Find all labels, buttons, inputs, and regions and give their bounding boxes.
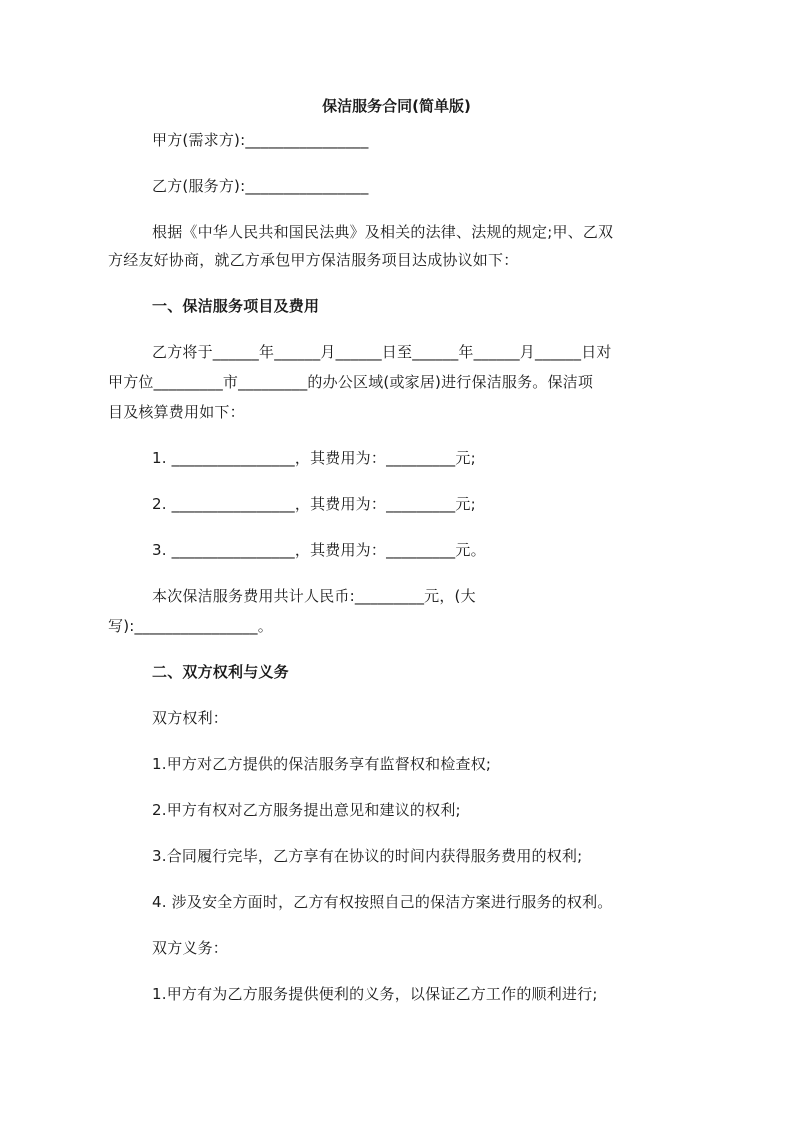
section1-para-line-1: 乙方将于______年______月______日至______年______月______日对 xyxy=(152,343,612,361)
section1-para-line-2: 甲方位_________市_________的办公区域(或家居)进行保洁服务。保洁项 xyxy=(108,373,594,391)
section2-heading: 二、双方权利与义务 xyxy=(152,663,289,681)
document-title: 保洁服务合同(简单版) xyxy=(322,97,471,115)
intro-line-1: 根据《中华人民共和国民法典》及相关的法律、法规的规定;甲、乙双 xyxy=(152,223,614,241)
fee-item-2: 2. ________________，其费用为：_________元; xyxy=(152,495,476,513)
section1-para-line-3: 目及核算费用如下： xyxy=(108,403,245,421)
right-item-1: 1.甲方对乙方提供的保洁服务享有监督权和检查权; xyxy=(152,755,492,773)
right-item-4: 4. 涉及安全方面时，乙方有权按照自己的保洁方案进行服务的权利。 xyxy=(152,893,613,911)
right-item-3: 3.合同履行完毕，乙方享有在协议的时间内获得服务费用的权利; xyxy=(152,847,583,865)
duties-label: 双方义务： xyxy=(152,939,229,957)
party-a-line: 甲方(需求方):________________ xyxy=(152,131,369,149)
right-item-2: 2.甲方有权对乙方服务提出意见和建议的权利; xyxy=(152,801,461,819)
intro-line-2: 方经友好协商，就乙方承包甲方保洁服务项目达成协议如下： xyxy=(108,251,519,269)
duty-item-1: 1.甲方有为乙方服务提供便利的义务，以保证乙方工作的顺利进行; xyxy=(152,985,598,1003)
party-b-line: 乙方(服务方):________________ xyxy=(152,177,369,195)
fee-item-1: 1. ________________，其费用为：_________元; xyxy=(152,449,476,467)
total-fee-line-1: 本次保洁服务费用共计人民币:_________元，(大 xyxy=(152,587,476,605)
fee-item-3: 3. ________________，其费用为：_________元。 xyxy=(152,541,486,559)
rights-label: 双方权利： xyxy=(152,709,229,727)
section1-heading: 一、保洁服务项目及费用 xyxy=(152,297,320,315)
total-fee-line-2: 写):________________。 xyxy=(108,617,273,635)
